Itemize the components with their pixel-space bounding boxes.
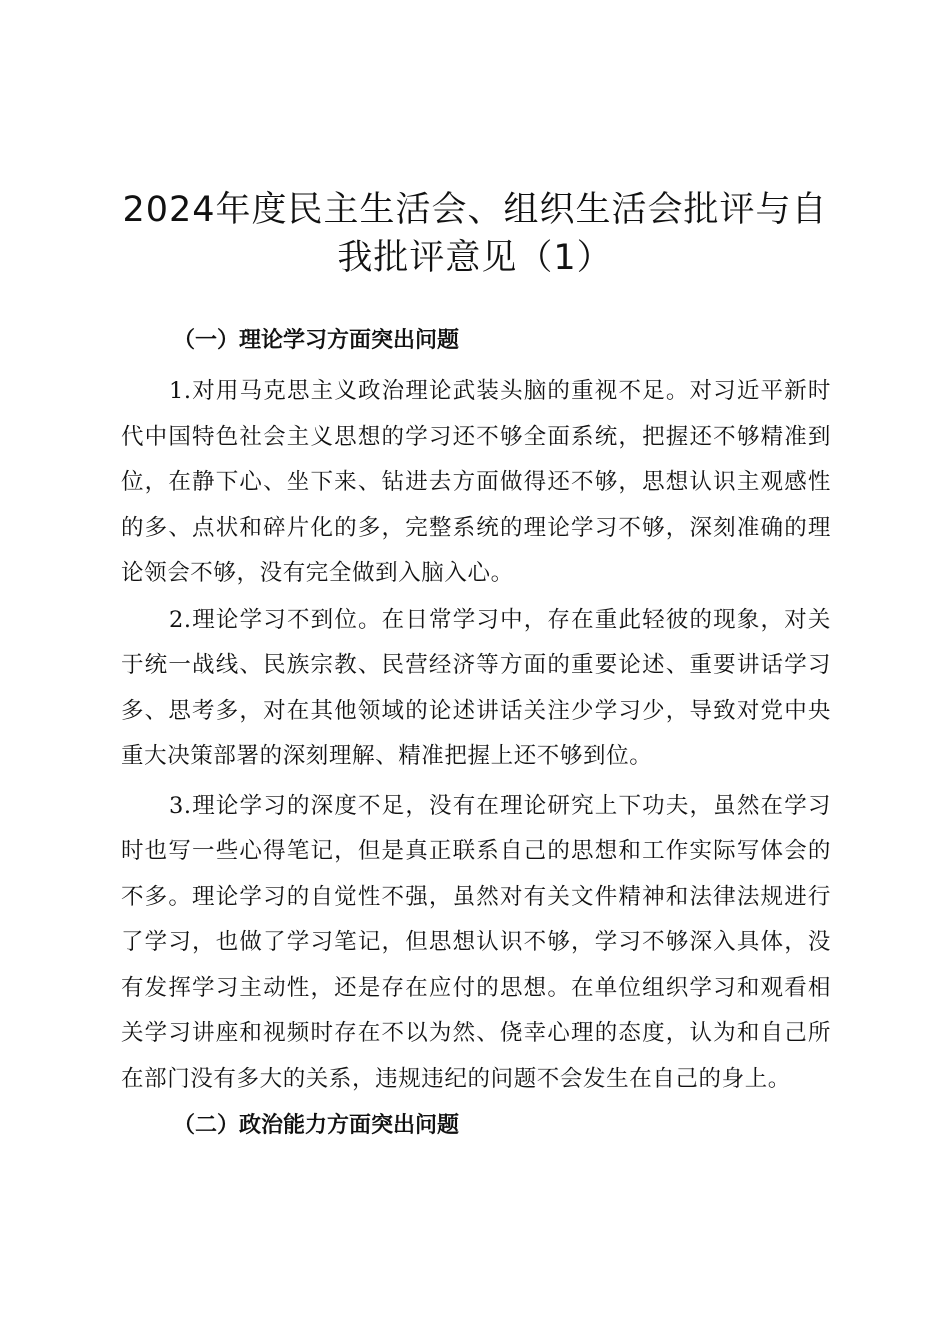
title-line-1: 2024年度民主生活会、组织生活会批评与自 [122,190,828,230]
paragraph-1: 1.对用马克思主义政治理论武装头脑的重视不足。对习近平新时代中国特色社会主义思想的学习还不够全面系统，把握还不够精准到位，在静下心、坐下来、钻进去方面做得还不够，思想认识主观感性的多、点状和碎片化的多，完整系统的理论学习不够，深刻准确的理论领会不够，没有完全做到入脑入心。 [121,378,831,586]
document-body [121,321,831,1154]
title-line-2: 我批评意见（1） [337,238,613,278]
paragraph-3: 3.理论学习的深度不足，没有在理论研究上下功夫，虽然在学习时也写一些心得笔记，但是真正联系自己的思想和工作实际写体会的不多。理论学习的自觉性不强，虽然对有关文件精神和法律法规进行了学习，也做了学习笔记，但思想认识不够，学习不够深入具体，没有发挥学习主动性，还是存在应付的思想。在单位组织学习和观看相关学习讲座和视频时存在不以为然、侥幸心理的态度，认为和自己所在部门没有多大的关系，违规违纪的问题不会发生在自己的身上。 [121,792,831,1092]
section-heading-theory-study: （一）理论学习方面突出问题 [173,328,460,353]
document-title [100,186,850,282]
paragraph-2: 2.理论学习不到位。在日常学习中，存在重此轻彼的现象，对关于统一战线、民族宗教、民营经济等方面的重要论述、重要讲话学习多、思考多，对在其他领域的论述讲话关注少学习少，导致对党中央重大决策部署的深刻理解、精准把握上还不够到位。 [121,606,831,769]
section-heading-political-ability: （二）政治能力方面突出问题 [173,1113,460,1138]
